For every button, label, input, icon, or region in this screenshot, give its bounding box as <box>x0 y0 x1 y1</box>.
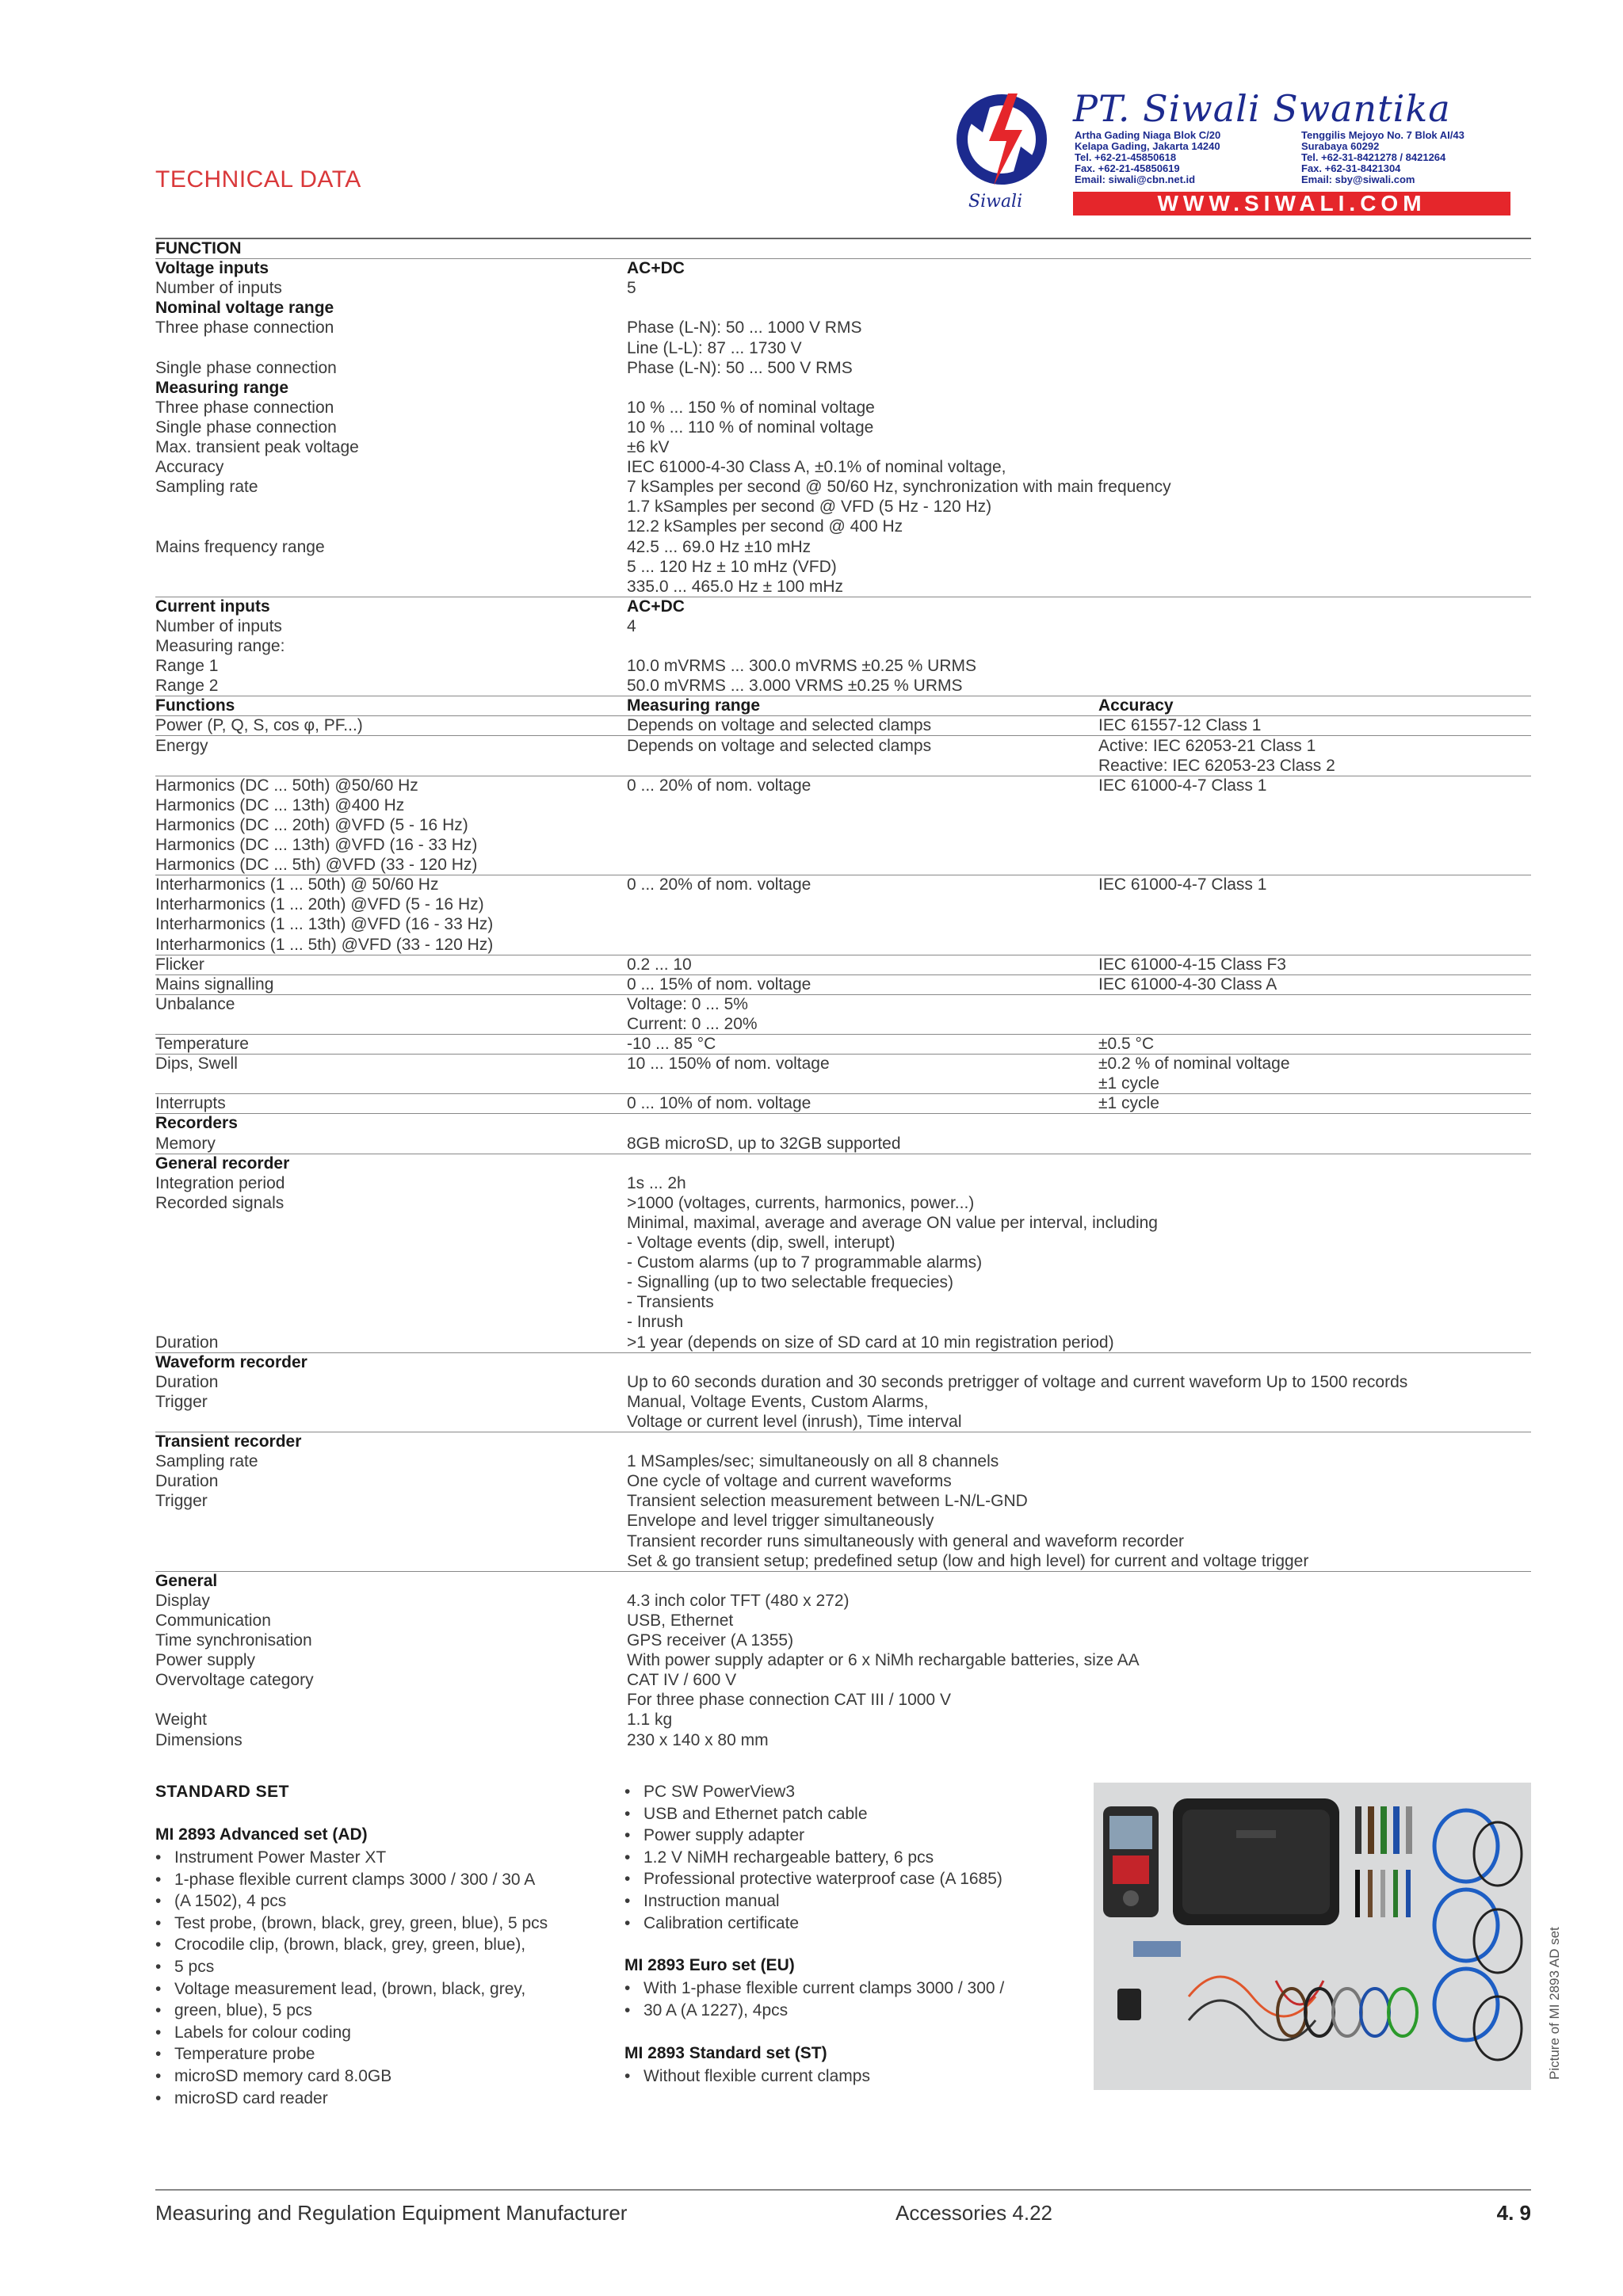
spec-cell: 10 ... 150% of nom. voltage <box>627 1055 830 1074</box>
spec-cell: For three phase connection CAT III / 1000 V <box>627 1691 951 1710</box>
spec-row <box>155 835 1531 855</box>
spec-row <box>155 1054 1531 1074</box>
spec-row <box>155 1571 1531 1591</box>
spec-row <box>155 1650 1531 1670</box>
spec-cell: 5 ... 120 Hz ± 10 mHz (VFD) <box>627 557 837 576</box>
spec-row <box>155 1093 1531 1114</box>
spec-row <box>155 855 1531 875</box>
list-item: • Temperature probe <box>155 2043 548 2065</box>
spec-cell: Voltage inputs <box>155 259 269 278</box>
spec-cell: IEC 61000-4-7 Class 1 <box>1098 776 1267 795</box>
spec-row <box>155 1233 1531 1253</box>
spec-cell: Communication <box>155 1611 271 1630</box>
spec-row <box>155 1511 1531 1531</box>
spec-cell: - Signalling (up to two selectable frequecies) <box>627 1273 954 1292</box>
list-item: • green, blue), 5 pcs <box>155 2000 548 2022</box>
spec-cell: Mains frequency range <box>155 537 325 556</box>
spec-cell: Number of inputs <box>155 279 282 298</box>
footer-divider <box>155 2189 1531 2191</box>
spec-cell: Functions <box>155 696 235 715</box>
list-item: • 1.2 V NiMH rechargeable battery, 6 pcs <box>624 1847 1002 1869</box>
spec-row <box>155 1670 1531 1690</box>
spec-row <box>155 776 1531 795</box>
spec-cell: Transient selection measurement between L-N/L-GND <box>627 1492 1028 1511</box>
spec-row <box>155 1551 1531 1572</box>
spec-row <box>155 1014 1531 1035</box>
spec-cell: Overvoltage category <box>155 1671 314 1690</box>
advanced-set-title: MI 2893 Advanced set (AD) <box>155 1825 368 1844</box>
spec-cell: Set & go transient setup; predefined setup (low and high level) for current and voltage trigger <box>627 1551 1309 1570</box>
spec-cell: Trigger <box>155 1492 208 1511</box>
advanced-set-list <box>155 1847 548 2109</box>
spec-cell: Up to 60 seconds duration and 30 seconds pretrigger of voltage and current waveform Up to 1500 records <box>627 1372 1408 1391</box>
spec-cell: Temperature <box>155 1035 249 1053</box>
spec-cell: Duration <box>155 1472 219 1491</box>
spec-cell: Recorded signals <box>155 1193 285 1212</box>
spec-row <box>155 318 1531 338</box>
spec-row <box>155 517 1531 536</box>
spec-cell: 335.0 ... 465.0 Hz ± 100 mHz <box>627 577 843 596</box>
spec-cell: Harmonics (DC ... 50th) @50/60 Hz <box>155 776 418 795</box>
spec-row <box>155 696 1531 716</box>
spec-cell: General <box>155 1571 218 1590</box>
spec-cell: - Custom alarms (up to 7 programmable alarms) <box>627 1253 983 1272</box>
spec-cell: Single phase connection <box>155 418 337 437</box>
spec-cell: Transient recorder runs simultaneously with general and waveform recorder <box>627 1531 1185 1550</box>
list-item: • Professional protective waterproof case (A 1685) <box>624 1868 1002 1890</box>
standard-set-st-title: MI 2893 Standard set (ST) <box>624 2044 827 2062</box>
spec-row <box>155 1630 1531 1650</box>
spec-row <box>155 1074 1531 1094</box>
spec-row <box>155 557 1531 577</box>
spec-cell: Trigger <box>155 1392 208 1411</box>
spec-cell: One cycle of voltage and current waveforms <box>627 1472 952 1491</box>
spec-cell: Envelope and level trigger simultaneously <box>627 1512 934 1531</box>
spec-cell: 0.2 ... 10 <box>627 955 692 974</box>
spec-cell: Weight <box>155 1711 207 1730</box>
list-item: • PC SW PowerView3 <box>624 1781 1002 1803</box>
spec-cell: -10 ... 85 °C <box>627 1035 716 1053</box>
spec-cell: Transient recorder <box>155 1432 302 1451</box>
list-item: • Voltage measurement lead, (brown, black, grey, <box>155 1978 548 2000</box>
spec-cell: Range 1 <box>155 657 219 676</box>
spec-row <box>155 1412 1531 1432</box>
euro-set-list <box>624 1978 1004 2021</box>
spec-cell: 0 ... 20% of nom. voltage <box>627 875 812 894</box>
spec-cell: Nominal voltage range <box>155 299 334 318</box>
standard-set-title: STANDARD SET <box>155 1783 289 1801</box>
spec-row <box>155 616 1531 636</box>
spec-cell: Duration <box>155 1333 219 1352</box>
list-item: • microSD card reader <box>155 2088 548 2110</box>
footer-section: Accessories 4.22 <box>896 2201 1052 2225</box>
spec-cell: Interharmonics (1 ... 50th) @ 50/60 Hz <box>155 875 439 894</box>
spec-row <box>155 1710 1531 1730</box>
spec-cell: IEC 61000-4-30 Class A, ±0.1% of nominal voltage, <box>627 458 1006 477</box>
spec-cell: Voltage: 0 ... 5% <box>627 994 748 1013</box>
spec-cell: Line (L-L): 87 ... 1730 V <box>627 338 802 357</box>
spec-row <box>155 974 1531 995</box>
spec-row <box>155 1471 1531 1491</box>
spec-cell: ±6 kV <box>627 438 670 456</box>
spec-cell: Harmonics (DC ... 5th) @VFD (33 - 120 Hz) <box>155 856 478 875</box>
spec-cell: Phase (L-N): 50 ... 1000 V RMS <box>627 318 862 338</box>
spec-row <box>155 795 1531 815</box>
spec-cell: 42.5 ... 69.0 Hz ±10 mHz <box>627 537 812 556</box>
spec-row <box>155 656 1531 676</box>
spec-cell: 5 <box>627 279 636 298</box>
spec-row <box>155 676 1531 696</box>
spec-cell: Unbalance <box>155 994 235 1013</box>
spec-cell: FUNCTION <box>155 239 242 257</box>
spec-cell: Flicker <box>155 955 204 974</box>
spec-cell: AC+DC <box>627 597 685 616</box>
spec-row <box>155 1690 1531 1710</box>
spec-row <box>155 1372 1531 1392</box>
spec-cell: 0 ... 10% of nom. voltage <box>627 1094 812 1113</box>
list-item: • USB and Ethernet patch cable <box>624 1803 1002 1825</box>
spec-row <box>155 1491 1531 1511</box>
spec-row <box>155 537 1531 557</box>
spec-cell: Accuracy <box>1098 696 1174 715</box>
footer-company-tagline: Measuring and Regulation Equipment Manufacturer <box>155 2201 628 2225</box>
spec-row <box>155 278 1531 298</box>
spec-cell: Depends on voltage and selected clamps <box>627 716 932 735</box>
list-item: • Calibration certificate <box>624 1913 1002 1935</box>
spec-cell: 230 x 140 x 80 mm <box>627 1730 769 1749</box>
page-title: TECHNICAL DATA <box>155 166 361 193</box>
spec-cell: - Voltage events (dip, swell, interupt) <box>627 1234 896 1252</box>
spec-cell: Three phase connection <box>155 398 334 417</box>
spec-row <box>155 577 1531 597</box>
spec-row <box>155 1272 1531 1292</box>
spec-cell: 8GB microSD, up to 32GB supported <box>627 1134 901 1153</box>
spec-row <box>155 258 1531 278</box>
spec-cell: Dips, Swell <box>155 1055 238 1074</box>
spec-row <box>155 1193 1531 1213</box>
spec-cell: Mains signalling <box>155 974 274 994</box>
spec-row <box>155 298 1531 318</box>
spec-row <box>155 1134 1531 1154</box>
photo-caption: Picture of MI 2893 AD set <box>1547 1927 1562 2080</box>
spec-cell: USB, Ethernet <box>627 1611 734 1630</box>
spec-row <box>155 437 1531 457</box>
spec-cell: 10 % ... 150 % of nominal voltage <box>627 398 875 417</box>
spec-cell: Current inputs <box>155 597 270 616</box>
spec-cell: Waveform recorder <box>155 1352 307 1371</box>
spec-row <box>155 477 1531 497</box>
list-item: • Labels for colour coding <box>155 2022 548 2044</box>
spec-cell: Active: IEC 62053-21 Class 1 <box>1098 736 1316 755</box>
spec-cell: GPS receiver (A 1355) <box>627 1631 794 1650</box>
spec-cell: Phase (L-N): 50 ... 500 V RMS <box>627 358 853 377</box>
spec-row <box>155 1591 1531 1611</box>
spec-row <box>155 1352 1531 1372</box>
spec-cell: Number of inputs <box>155 616 282 635</box>
spec-cell: 1.7 kSamples per second @ VFD (5 Hz - 120 Hz) <box>627 498 992 517</box>
spec-row <box>155 1312 1531 1332</box>
spec-cell: Interrupts <box>155 1094 226 1113</box>
spec-row <box>155 378 1531 398</box>
spec-cell: ±1 cycle <box>1098 1074 1159 1093</box>
spec-row <box>155 1173 1531 1193</box>
logo-script-text: Siwali <box>968 192 1023 212</box>
spec-cell: General recorder <box>155 1154 290 1173</box>
spec-cell: ±0.5 °C <box>1098 1035 1155 1053</box>
spec-cell: IEC 61000-4-7 Class 1 <box>1098 875 1267 894</box>
list-item: • 30 A (A 1227), 4pcs <box>624 2000 1004 2022</box>
spec-row <box>155 1292 1531 1312</box>
spec-row <box>155 715 1531 736</box>
spec-cell: Single phase connection <box>155 358 337 377</box>
spec-cell: Minimal, maximal, average and average ON value per interval, including <box>627 1213 1158 1232</box>
spec-cell: >1000 (voltages, currents, harmonics, power...) <box>627 1193 975 1212</box>
spec-cell: Interharmonics (1 ... 20th) @VFD (5 - 16 Hz) <box>155 895 484 914</box>
spec-cell: Measuring range <box>627 696 761 715</box>
company-logo <box>945 82 1519 221</box>
spec-row <box>155 1113 1531 1133</box>
spec-cell: Current: 0 ... 20% <box>627 1014 758 1033</box>
spec-row <box>155 457 1531 477</box>
list-item: • Test probe, (brown, black, grey, green, blue), 5 pcs <box>155 1913 548 1935</box>
spec-cell: Reactive: IEC 62053-23 Class 2 <box>1098 756 1335 775</box>
spec-row <box>155 1451 1531 1471</box>
spec-cell: Time synchronisation <box>155 1631 312 1650</box>
spec-row <box>155 636 1531 656</box>
standard-set-st-list <box>624 2065 870 2088</box>
instrument-image <box>1103 1806 1159 1917</box>
spec-cell: 10 % ... 110 % of nominal voltage <box>627 418 874 437</box>
list-item: • 5 pcs <box>155 1956 548 1978</box>
list-item: • Instrument Power Master XT <box>155 1847 548 1869</box>
spec-row <box>155 1034 1531 1055</box>
spec-row <box>155 955 1531 975</box>
list-item: • microSD memory card 8.0GB <box>155 2065 548 2088</box>
spec-cell: Harmonics (DC ... 13th) @VFD (16 - 33 Hz) <box>155 836 478 854</box>
address-right: Tenggilis Mejoyo No. 7 Blok AI/43 Surabaya 60292 Tel. +62-31-8421278 / 8421264 Fax. +62-31-8421304 Email: sby@siwali.com <box>1301 129 1465 185</box>
spec-cell: Integration period <box>155 1173 285 1192</box>
common-items-list <box>624 1781 1002 1934</box>
company-website: WWW.SIWALI.COM <box>1073 192 1510 215</box>
spec-cell: Dimensions <box>155 1730 242 1749</box>
spec-cell: CAT IV / 600 V <box>627 1671 737 1690</box>
spec-row <box>155 935 1531 955</box>
euro-set-title: MI 2893 Euro set (EU) <box>624 1956 795 1974</box>
spec-cell: Range 2 <box>155 677 219 696</box>
spec-row <box>155 1154 1531 1173</box>
spec-cell: 10.0 mVRMS ... 300.0 mVRMS ±0.25 % URMS <box>627 657 976 676</box>
spec-row <box>155 1253 1531 1272</box>
spec-row <box>155 358 1531 378</box>
spec-cell: Sampling rate <box>155 1452 258 1471</box>
spec-row <box>155 1531 1531 1551</box>
spec-cell: 1.1 kg <box>627 1711 673 1730</box>
list-item: • Power supply adapter <box>624 1825 1002 1847</box>
spec-row <box>155 875 1531 894</box>
spec-row <box>155 238 1531 259</box>
carrying-case-image <box>1173 1798 1339 1925</box>
spec-row <box>155 1432 1531 1451</box>
spec-cell: Voltage or current level (inrush), Time interval <box>627 1412 962 1431</box>
list-item: • Instruction manual <box>624 1890 1002 1913</box>
spec-cell: Max. transient peak voltage <box>155 438 359 456</box>
spec-row <box>155 756 1531 776</box>
list-item: • Without flexible current clamps <box>624 2065 870 2088</box>
page-number: 4. 9 <box>1496 2201 1531 2225</box>
spec-cell: AC+DC <box>627 259 685 278</box>
spec-cell: 7 kSamples per second @ 50/60 Hz, synchronization with main frequency <box>627 478 1171 497</box>
spec-row <box>155 994 1531 1014</box>
spec-cell: Display <box>155 1591 210 1610</box>
spec-row <box>155 338 1531 358</box>
spec-cell: 4.3 inch color TFT (480 x 272) <box>627 1591 850 1610</box>
spec-row <box>155 1730 1531 1750</box>
spec-cell: 1s ... 2h <box>627 1173 686 1192</box>
spec-cell: 0 ... 20% of nom. voltage <box>627 776 812 795</box>
spec-row <box>155 1213 1531 1233</box>
list-item: • With 1-phase flexible current clamps 3000 / 300 / <box>624 1978 1004 2000</box>
spec-cell: Power (P, Q, S, cos φ, PF...) <box>155 716 363 735</box>
list-item: • 1-phase flexible current clamps 3000 / 300 / 30 A <box>155 1869 548 1891</box>
spec-row <box>155 1392 1531 1412</box>
spec-cell: Accuracy <box>155 458 224 477</box>
spec-row <box>155 894 1531 914</box>
spec-cell: Harmonics (DC ... 13th) @400 Hz <box>155 795 405 814</box>
spec-cell: - Inrush <box>627 1313 684 1332</box>
spec-cell: Memory <box>155 1134 216 1153</box>
spec-cell: 50.0 mVRMS ... 3.000 VRMS ±0.25 % URMS <box>627 677 963 696</box>
spec-row <box>155 815 1531 835</box>
spec-cell: Manual, Voltage Events, Custom Alarms, <box>627 1392 929 1411</box>
product-photo <box>1094 1783 1531 2090</box>
spec-cell: Measuring range <box>155 378 289 397</box>
spec-cell: Duration <box>155 1372 219 1391</box>
list-item: • (A 1502), 4 pcs <box>155 1890 548 1913</box>
spec-cell: Recorders <box>155 1114 238 1133</box>
spec-row <box>155 398 1531 418</box>
spec-cell: Interharmonics (1 ... 13th) @VFD (16 - 33 Hz) <box>155 915 494 934</box>
spec-cell: IEC 61557-12 Class 1 <box>1098 716 1262 735</box>
spec-cell: Power supply <box>155 1651 256 1670</box>
spec-cell: Three phase connection <box>155 318 334 338</box>
spec-row <box>155 1333 1531 1353</box>
spec-cell: ±1 cycle <box>1098 1094 1159 1113</box>
spec-row <box>155 497 1531 517</box>
spec-row <box>155 736 1531 756</box>
spec-cell: 1 MSamples/sec; simultaneously on all 8 channels <box>627 1452 999 1471</box>
spec-cell: Depends on voltage and selected clamps <box>627 736 932 755</box>
spec-row <box>155 597 1531 616</box>
spec-cell: Sampling rate <box>155 478 258 497</box>
company-name: PT. Siwali Swantika <box>1073 87 1451 130</box>
spec-cell: 0 ... 15% of nom. voltage <box>627 974 812 994</box>
spec-row <box>155 418 1531 437</box>
address-left: Artha Gading Niaga Blok C/20 Kelapa Gading, Jakarta 14240 Tel. +62-21-45850618 Fax. +62-21-45850619 Email: siwali@cbn.net.id <box>1075 129 1221 185</box>
spec-row <box>155 1611 1531 1630</box>
spec-cell: Interharmonics (1 ... 5th) @VFD (33 - 120 Hz) <box>155 935 494 954</box>
spec-cell: IEC 61000-4-30 Class A <box>1098 974 1277 994</box>
spec-cell: 4 <box>627 616 636 635</box>
spec-row <box>155 914 1531 934</box>
spec-cell: Energy <box>155 736 208 755</box>
spec-cell: - Transients <box>627 1293 714 1312</box>
spec-cell: >1 year (depends on size of SD card at 10 min registration period) <box>627 1333 1114 1352</box>
spec-cell: IEC 61000-4-15 Class F3 <box>1098 955 1286 974</box>
spec-cell: 12.2 kSamples per second @ 400 Hz <box>627 517 903 536</box>
list-item: • Crocodile clip, (brown, black, grey, green, blue), <box>155 1934 548 1956</box>
spec-cell: Measuring range: <box>155 637 285 655</box>
spec-cell: ±0.2 % of nominal voltage <box>1098 1055 1290 1074</box>
spec-cell: Harmonics (DC ... 20th) @VFD (5 - 16 Hz) <box>155 815 468 834</box>
spec-cell: With power supply adapter or 6 x NiMh rechargable batteries, size AA <box>627 1651 1140 1670</box>
